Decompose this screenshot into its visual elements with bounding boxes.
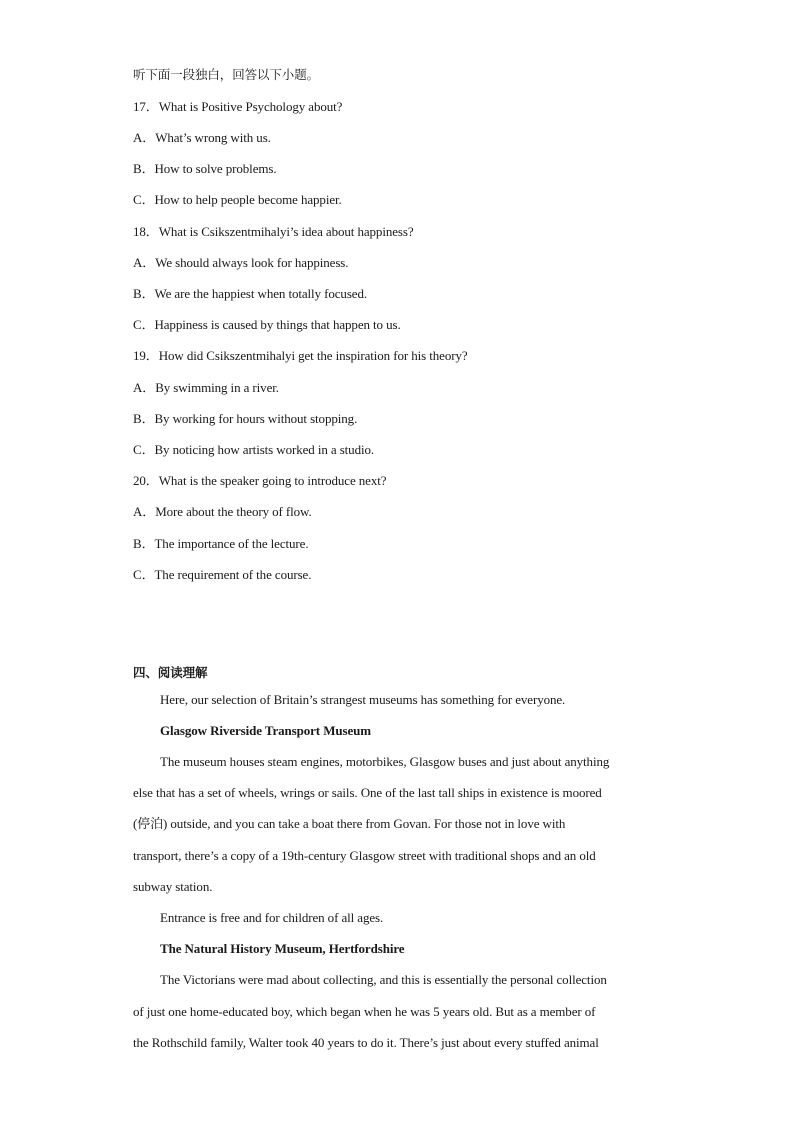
section-title: 四、阅读理解 <box>133 665 208 680</box>
option-17c: C．How to help people become happier. <box>133 192 342 207</box>
paragraph-line: of just one home-educated boy, which began when he was 5 years old. But as a member of <box>133 1004 596 1019</box>
question-19 <box>133 347 684 365</box>
paragraph-line: The Victorians were mad about collecting, and this is essentially the personal collection <box>160 972 607 987</box>
question-number: 17． <box>133 99 159 114</box>
paragraph-line: (停泊) outside, and you can take a boat there from Govan. For those not in love with <box>133 816 566 831</box>
paragraph-line: else that has a set of wheels, wrings or sails. One of the last tall ships in existence is moored <box>133 785 602 800</box>
paragraph-line: subway station. <box>133 879 213 894</box>
question-number: 18． <box>133 224 159 239</box>
listening-instruction: 听下面一段独白，回答以下小题。 <box>133 67 320 82</box>
question-18 <box>133 223 684 241</box>
option-19a: A．By swimming in a river. <box>133 380 279 395</box>
question-20 <box>133 472 684 490</box>
question-number: 20． <box>133 473 159 488</box>
option-18b: B．We are the happiest when totally focused. <box>133 286 367 301</box>
paragraph-line: transport, there’s a copy of a 19th-century Glasgow street with traditional shops and an old <box>133 848 596 863</box>
question-text: What is Positive Psychology about? <box>158 99 343 114</box>
option-20c: C．The requirement of the course. <box>133 567 312 582</box>
option-18a: A．We should always look for happiness. <box>133 255 349 270</box>
entrance-note: Entrance is free and for children of all ages. <box>160 910 384 925</box>
option-20a: A．More about the theory of flow. <box>133 504 312 519</box>
option-17b: B．How to solve problems. <box>133 161 277 176</box>
question-number: 19． <box>133 348 159 363</box>
question-17 <box>133 98 684 116</box>
museum-title-hertfordshire: The Natural History Museum, Hertfordshire <box>160 941 405 956</box>
option-19b: B．By working for hours without stopping. <box>133 411 358 426</box>
option-19c: C．By noticing how artists worked in a studio. <box>133 442 375 457</box>
question-text: How did Csikszentmihalyi get the inspiration for his theory? <box>158 348 468 363</box>
paragraph-line: the Rothschild family, Walter took 40 years to do it. There’s just about every stuffed animal <box>133 1035 599 1050</box>
question-text: What is the speaker going to introduce next? <box>158 473 387 488</box>
museum-title-glasgow: Glasgow Riverside Transport Museum <box>160 723 371 738</box>
option-20b: B．The importance of the lecture. <box>133 536 309 551</box>
question-text: What is Csikszentmihalyi’s idea about happiness? <box>158 224 414 239</box>
option-17a: A．What’s wrong with us. <box>133 130 271 145</box>
paragraph-line: The museum houses steam engines, motorbikes, Glasgow buses and just about anything <box>160 754 610 769</box>
option-18c: C．Happiness is caused by things that happen to us. <box>133 317 401 332</box>
reading-intro: Here, our selection of Britain’s strangest museums has something for everyone. <box>160 692 566 707</box>
